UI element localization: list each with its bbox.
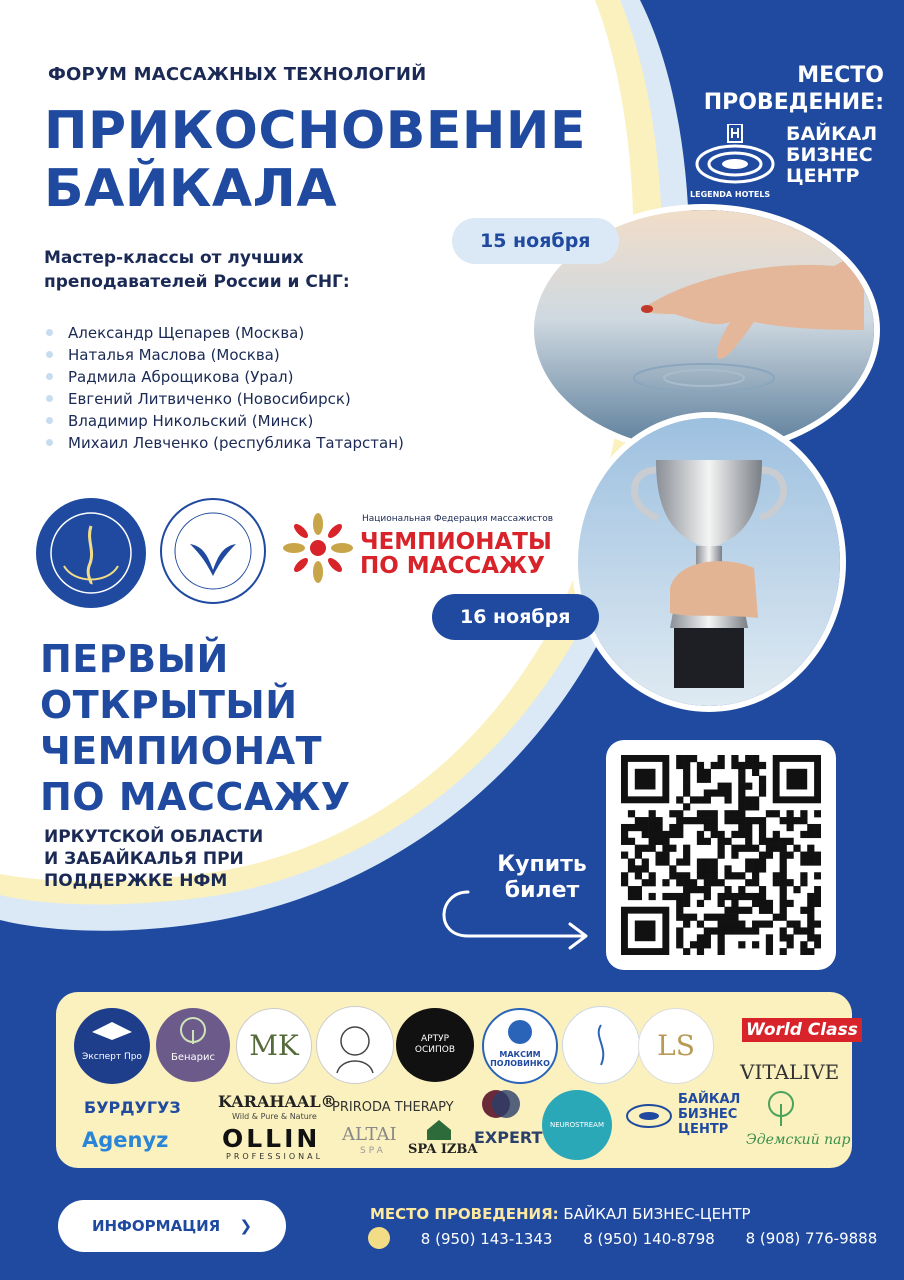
sponsor-ollin-sub: PROFESSIONAL	[226, 1152, 324, 1161]
masterclass-subtitle: Мастер-классы от лучших преподавателей России и СНГ:	[44, 248, 350, 292]
sponsor-portrait-logo	[316, 1006, 394, 1084]
info-button[interactable]: ИНФОРМАЦИЯ ❯	[58, 1200, 286, 1252]
qr-code-icon	[621, 755, 821, 955]
masters-list	[44, 322, 404, 454]
sponsor-vitalive: VITALIVE	[740, 1060, 840, 1084]
arrow-right-icon	[428, 886, 598, 954]
sponsor-altai: ALTAI	[342, 1124, 397, 1145]
sponsor-world-class: World Class	[742, 1018, 862, 1042]
list-item: Владимир Никольский (Минск)	[44, 410, 404, 432]
chevron-right-icon: ❯	[239, 1217, 253, 1235]
sponsor-karahaal: KARAHAAL®	[218, 1092, 337, 1111]
date-badge-day1: 15 ноября	[452, 218, 619, 264]
graduation-cap-icon	[74, 1008, 150, 1048]
sponsor-agenyz: Agenyz	[82, 1128, 169, 1152]
sponsor-ollin: OLLIN	[222, 1124, 321, 1153]
date-badge-day2: 16 ноября	[432, 594, 599, 640]
tree-icon	[156, 1008, 230, 1048]
body-outline-icon	[563, 1007, 639, 1083]
sponsor-neurostream: NEUROSTREAM	[542, 1090, 612, 1160]
sponsor-spa-izba: SPA IZBA	[408, 1142, 478, 1157]
sponsor-burduguz: БУРДУГУЗ	[84, 1098, 181, 1117]
list-item: Евгений Литвиченко (Новосибирск)	[44, 388, 404, 410]
sponsor-edem: Эдемский пар	[746, 1132, 851, 1148]
buy-ticket-label[interactable]: Купить билет	[497, 852, 587, 903]
phone-number[interactable]: 8 (908) 776-9888	[745, 1229, 878, 1248]
sponsor-priroda: PRIRODA THERAPY	[332, 1100, 454, 1115]
nfm-small-label: Национальная Федерация массажистов	[362, 514, 554, 524]
sponsor-association-logo	[562, 1006, 640, 1084]
main-title: ПРИКОСНОВЕНИЕ БАЙКАЛА	[44, 101, 586, 219]
list-item: Наталья Маслова (Москва)	[44, 344, 404, 366]
trophy-photo	[572, 412, 846, 712]
venue-name: БАЙКАЛ БИЗНЕС ЦЕНТР	[786, 123, 878, 187]
phone-icon	[368, 1227, 390, 1249]
sponsor-benaris: Бенарис	[156, 1008, 230, 1082]
massage-championship-logo-icon	[282, 512, 354, 584]
sponsor-expert-pro: Эксперт Про	[74, 1008, 150, 1084]
list-item: Александр Щепарев (Москва)	[44, 322, 404, 344]
footer-venue: МЕСТО ПРОВЕДЕНИЯ: БАЙКАЛ БИЗНЕС-ЦЕНТР	[370, 1205, 751, 1223]
house-icon	[424, 1118, 454, 1142]
phone-number[interactable]: 8 (950) 143-1343	[420, 1229, 553, 1248]
sponsor-venue: БАЙКАЛ БИЗНЕС ЦЕНТР	[678, 1092, 741, 1137]
championship-subtitle: ИРКУТСКОЙ ОБЛАСТИ И ЗАБАЙКАЛЬЯ ПРИ ПОДДЕРЖКЕ НФМ	[44, 827, 264, 891]
sponsors-panel	[56, 992, 858, 1168]
legenda-hotels-small-icon	[624, 1098, 674, 1132]
irkutsk-championship-emblem-icon	[34, 496, 148, 610]
sponsor-karahaal-sub: Wild & Pure & Nature	[232, 1112, 317, 1121]
sponsor-maxim-polovinko: МАКСИМ ПОЛОВИНКО	[482, 1008, 558, 1084]
venue-brand: LEGENDA HOTELS	[690, 190, 771, 199]
venue-heading: МЕСТО ПРОВЕДЕНИЕ:	[703, 63, 884, 115]
list-item: Михаил Левченко (республика Татарстан)	[44, 432, 404, 454]
trophy-icon	[578, 418, 840, 706]
edem-tree-icon	[756, 1088, 806, 1128]
emblem-icon	[484, 1010, 556, 1046]
championship-logo-text: ЧЕМПИОНАТЫ ПО МАССАЖУ	[360, 529, 552, 579]
legenda-hotels-logo-icon	[694, 124, 776, 190]
national-massage-federation-emblem-icon	[158, 496, 268, 606]
sponsor-ls: LS	[638, 1008, 714, 1084]
phone-number[interactable]: 8 (950) 140-8798	[583, 1229, 715, 1248]
expert-logo-icon	[476, 1084, 526, 1124]
championship-title: ПЕРВЫЙ ОТКРЫТЫЙ ЧЕМПИОНАТ ПО МАССАЖУ	[40, 637, 351, 819]
footer-phones	[368, 1228, 877, 1250]
sponsor-mk: MK	[236, 1008, 312, 1084]
portrait-icon	[317, 1007, 393, 1083]
forum-label: ФОРУМ МАССАЖНЫХ ТЕХНОЛОГИЙ	[48, 64, 427, 85]
sponsor-expert: EXPERT	[474, 1128, 543, 1147]
list-item: Радмила Аброщикова (Урал)	[44, 366, 404, 388]
sponsor-altai-sub: SPA	[360, 1146, 386, 1156]
sponsor-artur-osipov: АРТУР ОСИПОВ	[396, 1008, 474, 1082]
ticket-qr-code[interactable]	[606, 740, 836, 970]
